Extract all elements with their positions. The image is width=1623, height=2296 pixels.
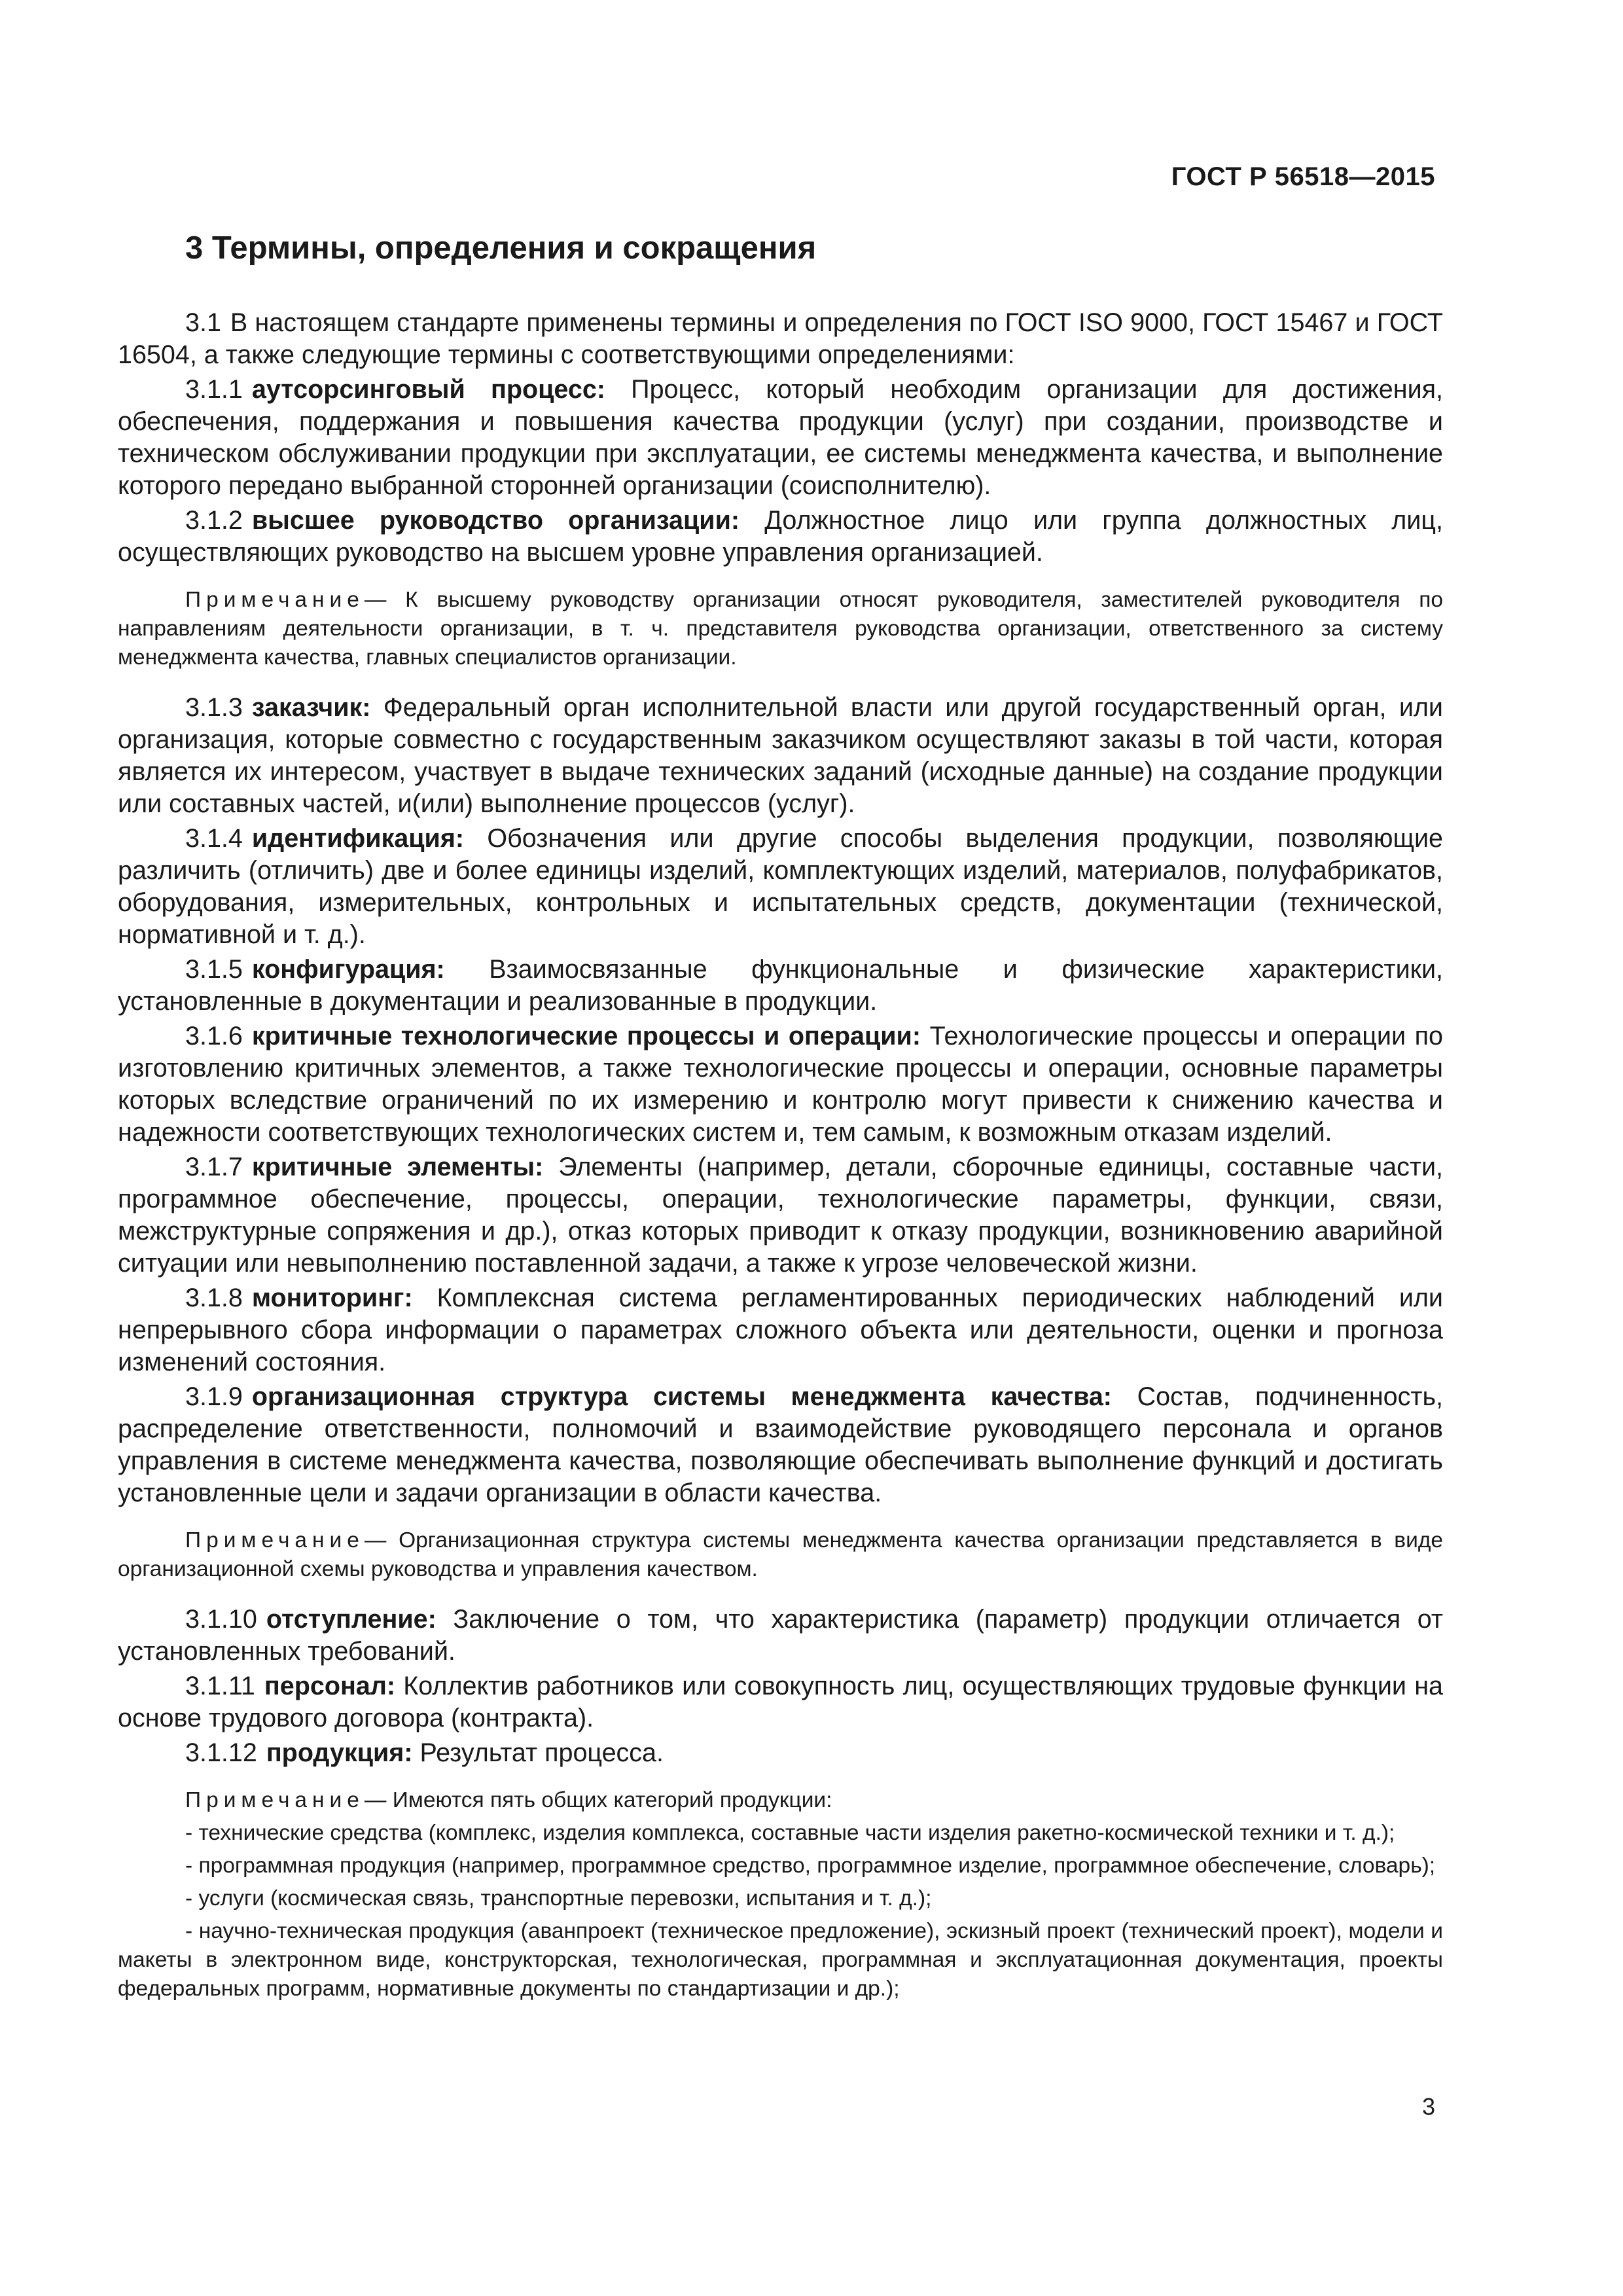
note-label: Примечание [185, 1528, 365, 1552]
note-text: — К высшему руководству организации относят руководителя, заместителей руководителя по направлениям деятельности организации, в т. ч. представителя руководства организации, ответственного за систему менеджмента качества, главных специалистов организации. [118, 587, 1443, 670]
term-3-1-1 [118, 374, 1443, 502]
term-3-1-7 [118, 1151, 1443, 1280]
clause-number: 3.1.2 [185, 505, 243, 535]
term-name: отступление: [266, 1604, 437, 1634]
term-definition: Технологические процессы и операции по изготовлению критичных элементов, а также технологические процессы и операции, основные параметры которых вследствие ограничений по их измерению и контролю могут привести к снижению качества и надежности соответствующих технологических систем и, тем самым, к возможным отказам изделий. [118, 1021, 1443, 1147]
note-top-management [118, 586, 1443, 672]
clause-number: 3.1.4 [185, 823, 243, 853]
list-item: - услуги (космическая связь, транспортные перевозки, испытания и т. д.); [185, 1886, 932, 1910]
term-definition: Заключение о том, что характеристика (параметр) продукции отличается от установленных требований. [118, 1604, 1443, 1666]
term-3-1-9 [118, 1381, 1443, 1509]
term-3-1-2 [118, 505, 1443, 569]
term-definition: Результат процесса. [419, 1738, 664, 1767]
note-label: Примечание [185, 587, 365, 612]
note-label: Примечание [185, 1787, 365, 1812]
list-item: - технические средства (комплекс, изделия комплекса, составные части изделия ракетно-космической техники и т. д.); [185, 1820, 1395, 1845]
term-name: конфигурация: [251, 954, 445, 984]
term-3-1-3 [118, 692, 1443, 820]
term-3-1-12 [118, 1737, 1443, 1769]
clause-number: 3.1.5 [185, 954, 243, 984]
clause-number: 3.1.7 [185, 1152, 243, 1181]
term-name: заказчик: [251, 692, 371, 722]
term-definition: Коллектив работников или совокупность лиц, осуществляющих трудовые функции на основе трудового договора (контракта). [118, 1671, 1443, 1732]
clause-number: 3.1.1 [185, 374, 243, 404]
clause-text: В настоящем стандарте применены термины и определения по ГОСТ ISO 9000, ГОСТ 15467 и ГОСТ 16504, а также следующие термины с соответствующими определениями: [118, 308, 1443, 369]
clause-number: 3.1 [185, 308, 221, 337]
term-definition: Процесс, который необходим организации для достижения, обеспечения, поддержания и повышения качества продукции (услуг) при создании, производстве и техническом обслуживании продукции при эксплуатации, ее системы менеджмента качества, и выполнение которого передано выбранной сторонней организации (соисполнителю). [118, 374, 1443, 500]
note-text: — Организационная структура системы менеджмента качества организации представляется в виде организационной схемы руководства и управления качеством. [118, 1528, 1443, 1581]
term-3-1-5 [118, 954, 1443, 1018]
note-product-categories [118, 1786, 1443, 2003]
term-3-1-11 [118, 1670, 1443, 1734]
term-definition: Элементы (например, детали, сборочные единицы, составные части, программное обеспечение, процессы, операции, технологические параметры, функции, связи, межструктурные сопряжения и др.), отказ которых приводит к отказу продукции, возникновению аварийной ситуации или невыполнению поставленной задачи, а также к угрозе человеческой жизни. [118, 1152, 1443, 1278]
clause-number: 3.1.12 [185, 1738, 257, 1767]
term-definition: Должностное лицо или группа должностных лиц, осуществляющих руководство на высшем уровне управления организацией. [118, 505, 1443, 567]
note-org-structure [118, 1526, 1443, 1584]
clause-number: 3.1.10 [185, 1604, 257, 1634]
list-item: - программная продукция (например, программное средство, программное изделие, программное обеспечение, словарь); [185, 1853, 1436, 1878]
term-3-1-4 [118, 823, 1443, 951]
clause-number: 3.1.6 [185, 1021, 243, 1050]
page-number: 3 [1421, 2093, 1435, 2120]
clause-number: 3.1.8 [185, 1283, 243, 1312]
term-name: персонал: [264, 1671, 396, 1700]
term-definition: Состав, подчиненность, распределение ответственности, полномочий и взаимодействие руководящего персонала и органов управления в системе менеджмента качества, позволяющие обеспечивать выполнение функций и достигать установленные цели и задачи организации в области качества. [118, 1382, 1444, 1507]
page-content [118, 229, 1443, 2023]
term-name: высшее руководство организации: [251, 505, 740, 535]
clause-number: 3.1.11 [185, 1671, 255, 1700]
section-title: 3 Термины, определения и сокращения [185, 230, 817, 266]
term-name: критичные элементы: [251, 1152, 544, 1181]
term-3-1-6 [118, 1020, 1443, 1149]
term-name: организационная структура системы менеджмента качества: [251, 1382, 1112, 1411]
term-name: идентификация: [251, 823, 465, 853]
term-definition: Комплексная система регламентированных периодических наблюдений или непрерывного сбора информации о параметрах сложного объекта или деятельности, оценки и прогноза изменений состояния. [118, 1283, 1443, 1376]
term-definition: Взаимосвязанные функциональные и физические характеристики, установленные в документации и реализованные в продукции. [118, 954, 1443, 1016]
term-definition: Федеральный орган исполнительной власти или другой государственный орган, или организация, которые совместно с государственным заказчиком осуществляют заказы в той части, которая является их интересом, участвует в выдаче технических заданий (исходные данные) на создание продукции или составных частей, и(или) выполнение процессов (услуг). [118, 692, 1443, 818]
clause-number: 3.1.9 [185, 1382, 243, 1411]
standard-id: ГОСТ Р 56518—2015 [1171, 162, 1435, 191]
term-definition: Обозначения или другие способы выделения продукции, позволяющие различить (отличить) две и более единицы изделий, комплектующих изделий, материалов, полуфабрикатов, оборудования, измерительных, контрольных и испытательных средств, документации (технической, нормативной и т. д.). [118, 823, 1443, 949]
term-name: аутсорсинговый процесс: [251, 374, 605, 404]
note-text: — Имеются пять общих категорий продукции: [364, 1787, 832, 1812]
term-3-1-8 [118, 1282, 1443, 1378]
term-name: мониторинг: [251, 1283, 413, 1312]
term-name: критичные технологические процессы и операции: [251, 1021, 921, 1050]
term-name: продукция: [266, 1738, 413, 1767]
clause-number: 3.1.3 [185, 692, 243, 722]
term-3-1-10 [118, 1604, 1443, 1668]
list-item: - научно-техническая продукция (аванпроект (техническое предложение), эскизный проект (технический проект), модели и макеты в электронном виде, конструкторская, технологическая, программная и эксплуатационная документация, проекты федеральных программ, нормативные документы по стандартизации и др.); [118, 1918, 1443, 2001]
intro-paragraph [118, 307, 1443, 371]
